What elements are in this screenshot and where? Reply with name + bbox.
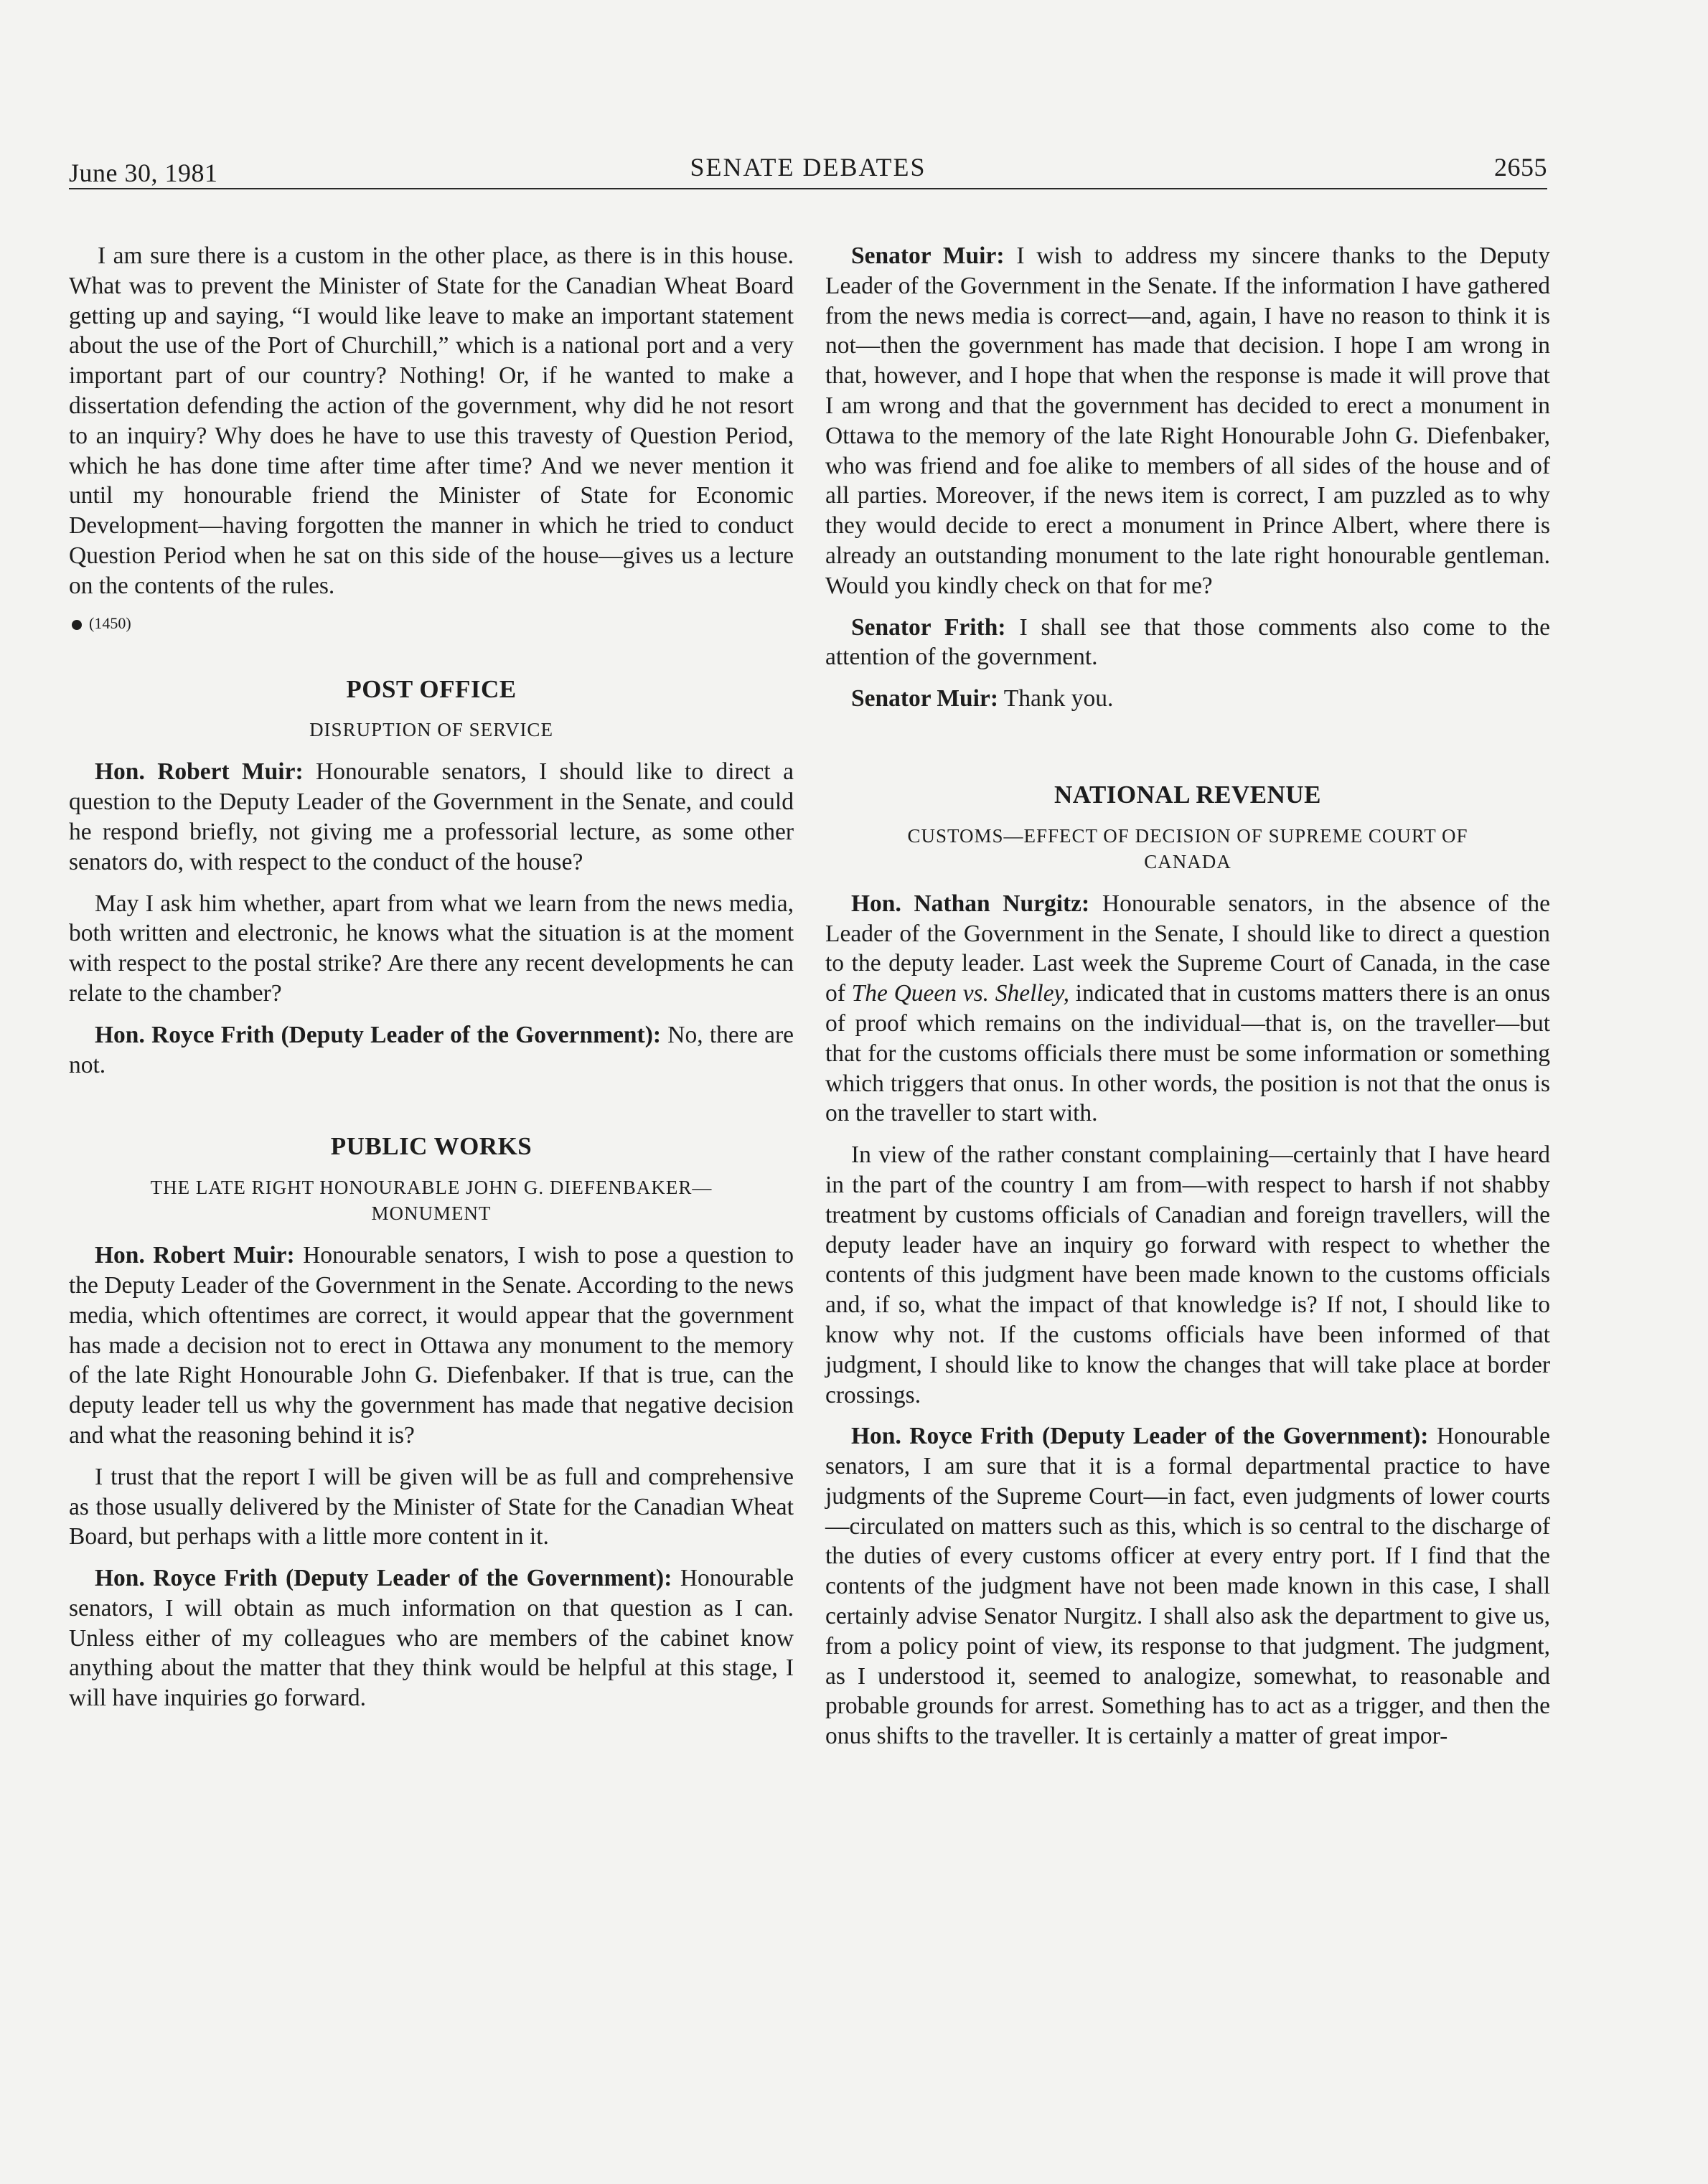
paragraph-text: I wish to address my sincere thanks to the Deputy Leader of the Government in the Senate. If the information I have gathered from the news media is correct—and, again, I have no reason to think it is not—then the government has made that decision. I hope I am wrong in that, however, and I hope that when the response is made it will prove that I am wrong and that the government has decided to erect a monument in Ottawa to the memory of the late Right Honourable John G. Diefenbaker, who was friend and foe alike to members of all sides of the house and of all parties. Moreover, if the news item is correct, I am puzzled as to why they would decide to erect a monument in Prince Albert, where there is already an outstanding monument to the late right honourable gentleman. Would you kindly check on that for me? (825, 243, 1550, 599)
paragraph-muir-thanks (825, 241, 1550, 601)
section-heading-post-office: POST OFFICE (346, 674, 517, 703)
paragraph-nurgitz-question (825, 889, 1550, 1129)
speaker-name: Senator Muir: (851, 685, 999, 712)
paragraph-frith-customs (825, 1421, 1550, 1751)
header-rule (69, 188, 1547, 189)
speaker-name: Hon. Nathan Nurgitz: (851, 890, 1090, 917)
paragraph-text: Honourable senators, I am sure that it is a formal departmental practice to have judgments of the Supreme Court—in fact, even judgments of lower courts—circulated on matters such as this, which is so central to the discharge of the duties of every customs officer at every entry port. If I find that the contents of the judgment have not been made known in this case, I shall certainly advise Senator Nurgitz. I shall also ask the department to give us, from a policy point of view, its response to that judgment. The judgment, as I understood it, seemed to analogize, somewhat, to reasonable and probable grounds for arrest. Something has to act as a trigger, and then the onus shifts to the traveller. It is certainly a matter of great impor- (825, 1423, 1550, 1750)
speaker-name: Hon. Royce Frith (Deputy Leader of the Government): (95, 1021, 662, 1048)
speaker-name: Senator Frith: (851, 613, 1006, 641)
paragraph-frith-post-office (69, 1020, 794, 1081)
subheading-diefenbaker-monument (69, 1175, 794, 1226)
paragraph-text: Honourable senators, I will obtain as much information on that question as I can. Unless either of my colleagues who are members of the cabinet know anything about the matter that they think would be helpful at this stage, I will have inquiries go forward. (69, 1565, 794, 1712)
speaker-name: Hon. Robert Muir: (95, 758, 304, 786)
paragraph-text: indicated that in customs matters there is an onus of proof which remains on the individual—that is, on the traveller—but that for the customs officials there must be some information or something which triggers that onus. In other words, the position is not that the onus is on the traveller to start with. (825, 980, 1551, 1127)
case-name: The Queen vs. Shelley, (851, 980, 1069, 1007)
section-heading-national-revenue: NATIONAL REVENUE (1054, 780, 1321, 809)
header-title: SENATE DEBATES (690, 153, 926, 182)
speaker-name: Hon. Robert Muir: (95, 1242, 295, 1269)
subheading-disruption-of-service: DISRUPTION OF SERVICE (309, 719, 553, 741)
paragraph-muir-post-office (69, 757, 794, 877)
subheading-line: CANADA (1144, 850, 1231, 872)
paragraph-muir-monument (69, 1241, 794, 1451)
section-heading-public-works: PUBLIC WORKS (330, 1132, 532, 1161)
speaker-name: Hon. Royce Frith (Deputy Leader of the Government): (95, 1565, 672, 1592)
subheading-line: THE LATE RIGHT HONOURABLE JOHN G. DIEFENBAKER— (150, 1177, 713, 1199)
subheading-line: MONUMENT (371, 1202, 492, 1225)
speaker-name: Senator Muir: (851, 243, 1005, 269)
paragraph-frith-monument (69, 1563, 794, 1713)
paragraph-muir-report: I trust that the report I will be given will be as full and comprehensive as those usually delivered by the Minister of State for the Canadian Wheat Board, but perhaps with a little more content in it. (69, 1463, 794, 1550)
right-column (825, 241, 1550, 1763)
header-date: June 30, 1981 (69, 159, 218, 187)
paragraph-text: Thank you. (998, 685, 1114, 712)
paragraph-text: Honourable senators, I wish to pose a question to the Deputy Leader of the Government in the Senate. According to the news media, which oftentimes are correct, it would appear that the government has made a decision not to erect in Ottawa any monument to the memory of the late Right Honourable John G. Diefenbaker. If that is true, can the deputy leader tell us why the government has made that negative decision and what the reasoning behind it is? (69, 1242, 794, 1449)
subheading-line: CUSTOMS—EFFECT OF DECISION OF SUPREME COURT OF (907, 824, 1468, 847)
page-header (69, 152, 1547, 189)
paragraph-muir-thank-you (825, 684, 1550, 714)
time-marker (72, 613, 794, 634)
paragraph-text: No, there are not. (69, 1021, 794, 1078)
paragraph-nurgitz-inquiry: In view of the rather constant complaining—certainly that I have heard in the part of the country I am from—with respect to harsh if not shabby treatment by customs officials of Canadian and foreign travellers, will the deputy leader have an inquiry go forward with respect to whether the contents of this judgment have been made known to the customs officials and, if so, what the impact of that knowledge is? If not, I should like to know why not. If the customs officials have been informed of that judgment, I should like to know the changes that will take place at border crossings. (825, 1142, 1550, 1408)
paragraph-text: I shall see that those comments also come to the attention of the government. (825, 613, 1550, 671)
opening-paragraph: I am sure there is a custom in the other place, as there is in this house. What was to prevent the Minister of State for the Canadian Wheat Board getting up and saying, “I would like leave to make an important statement about the use of the Port of Churchill,” which is a national port and a very important part of our country? Nothing! Or, if he wanted to make a dissertation defending the action of the government, why did he not resort to an inquiry? Why does he have to use this travesty of Question Period, which he has done time after time after time? And we never mention it until my honourable friend the Minister of State for Economic Development—having forgotten the manner in which he tried to conduct Question Period when he sat on this side of the house—gives us a lecture on the contents of the rules. (69, 243, 794, 599)
time-marker-text: (1450) (89, 613, 131, 632)
subheading-customs-decision (825, 823, 1550, 875)
paragraph-text: Honourable senators, I should like to direct a question to the Deputy Leader of the Government in the Senate, and could he respond briefly, not giving me a professorial lecture, as some other senators do, with respect to the conduct of the house? (69, 758, 794, 875)
bullet-icon (72, 620, 82, 630)
paragraph-muir-postal-strike: May I ask him whether, apart from what we learn from the news media, both written and electronic, he knows what the situation is at the moment with respect to the postal strike? Are there any recent developments he can relate to the chamber? (69, 890, 794, 1007)
paragraph-text: Honourable senators, in the absence of the Leader of the Government in the Senate, I should like to direct a question to the deputy leader. Last week the Supreme Court of Canada, in the case of (825, 890, 1551, 1007)
speaker-name: Hon. Royce Frith (Deputy Leader of the Government): (851, 1423, 1429, 1450)
paragraph-frith-comments (825, 613, 1550, 673)
header-page-number: 2655 (1494, 153, 1547, 182)
left-column (69, 241, 794, 1725)
